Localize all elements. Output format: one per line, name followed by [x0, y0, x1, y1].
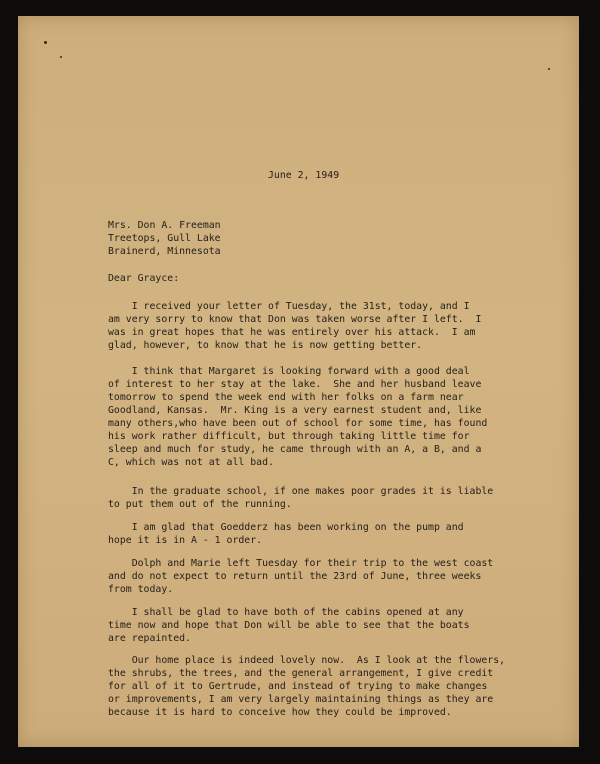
paragraph-4: [108, 521, 464, 547]
text-line: tomorrow to spend the week end with her folks on a farm near: [108, 392, 464, 403]
text-line: time now and hope that Don will be able to see that the boats: [108, 620, 470, 631]
paper-speck: [60, 56, 62, 58]
text-line: C, which was not at all bad.: [108, 457, 274, 468]
text-line: I am glad that Goedderz has been working on the pump and: [108, 522, 464, 533]
paragraph-6: [108, 606, 470, 645]
paragraph-3: [108, 485, 493, 511]
text-line: from today.: [108, 584, 174, 595]
text-line: In the graduate school, if one makes poor grades it is liable: [108, 486, 494, 497]
text-line: hope it is in A - 1 order.: [108, 535, 263, 546]
letter-page: [18, 16, 579, 747]
text-line: for all of it to Gertrude, and instead of trying to make changes: [108, 681, 488, 692]
address-line: Mrs. Don A. Freeman: [108, 220, 221, 231]
salutation: Dear Grayce:: [108, 273, 180, 284]
text-line: Goodland, Kansas. Mr. King is a very earnest student and, like: [108, 405, 482, 416]
text-line: his work rather difficult, but through taking little time for: [108, 431, 470, 442]
text-line: and do not expect to return until the 23rd of June, three weeks: [108, 571, 482, 582]
paragraph-2: [108, 365, 487, 469]
text-line: was in great hopes that he was entirely over his attack. I am: [108, 327, 476, 338]
text-line: or improvements, I am very largely maintaining things as they are: [108, 694, 494, 705]
text-line: I think that Margaret is looking forward with a good deal: [108, 366, 470, 377]
paper-speck: [44, 41, 47, 44]
text-line: am very sorry to know that Don was taken worse after I left. I: [108, 314, 482, 325]
text-line: many others,who have been out of school for some time, has found: [108, 418, 488, 429]
text-line: sleep and much for study, he came through with an A, a B, and a: [108, 444, 482, 455]
text-line: of interest to her stay at the lake. She and her husband leave: [108, 379, 482, 390]
text-line: because it is hard to conceive how they could be improved.: [108, 707, 452, 718]
address-line: Treetops, Gull Lake: [108, 233, 221, 244]
letter-date: June 2, 1949: [268, 170, 340, 181]
paragraph-5: [108, 557, 493, 596]
text-line: the shrubs, the trees, and the general arrangement, I give credit: [108, 668, 494, 679]
paragraph-1: [108, 300, 481, 352]
text-line: Dolph and Marie left Tuesday for their trip to the west coast: [108, 558, 494, 569]
recipient-address: [108, 219, 221, 258]
text-line: to put them out of the running.: [108, 499, 292, 510]
text-line: Our home place is indeed lovely now. As I look at the flowers,: [108, 655, 506, 666]
text-line: are repainted.: [108, 633, 191, 644]
text-line: glad, however, to know that he is now getting better.: [108, 340, 423, 351]
text-line: I shall be glad to have both of the cabins opened at any: [108, 607, 464, 618]
paragraph-7: [108, 654, 505, 719]
address-line: Brainerd, Minnesota: [108, 246, 221, 257]
paper-speck: [548, 68, 550, 70]
text-line: I received your letter of Tuesday, the 31st, today, and I: [108, 301, 470, 312]
